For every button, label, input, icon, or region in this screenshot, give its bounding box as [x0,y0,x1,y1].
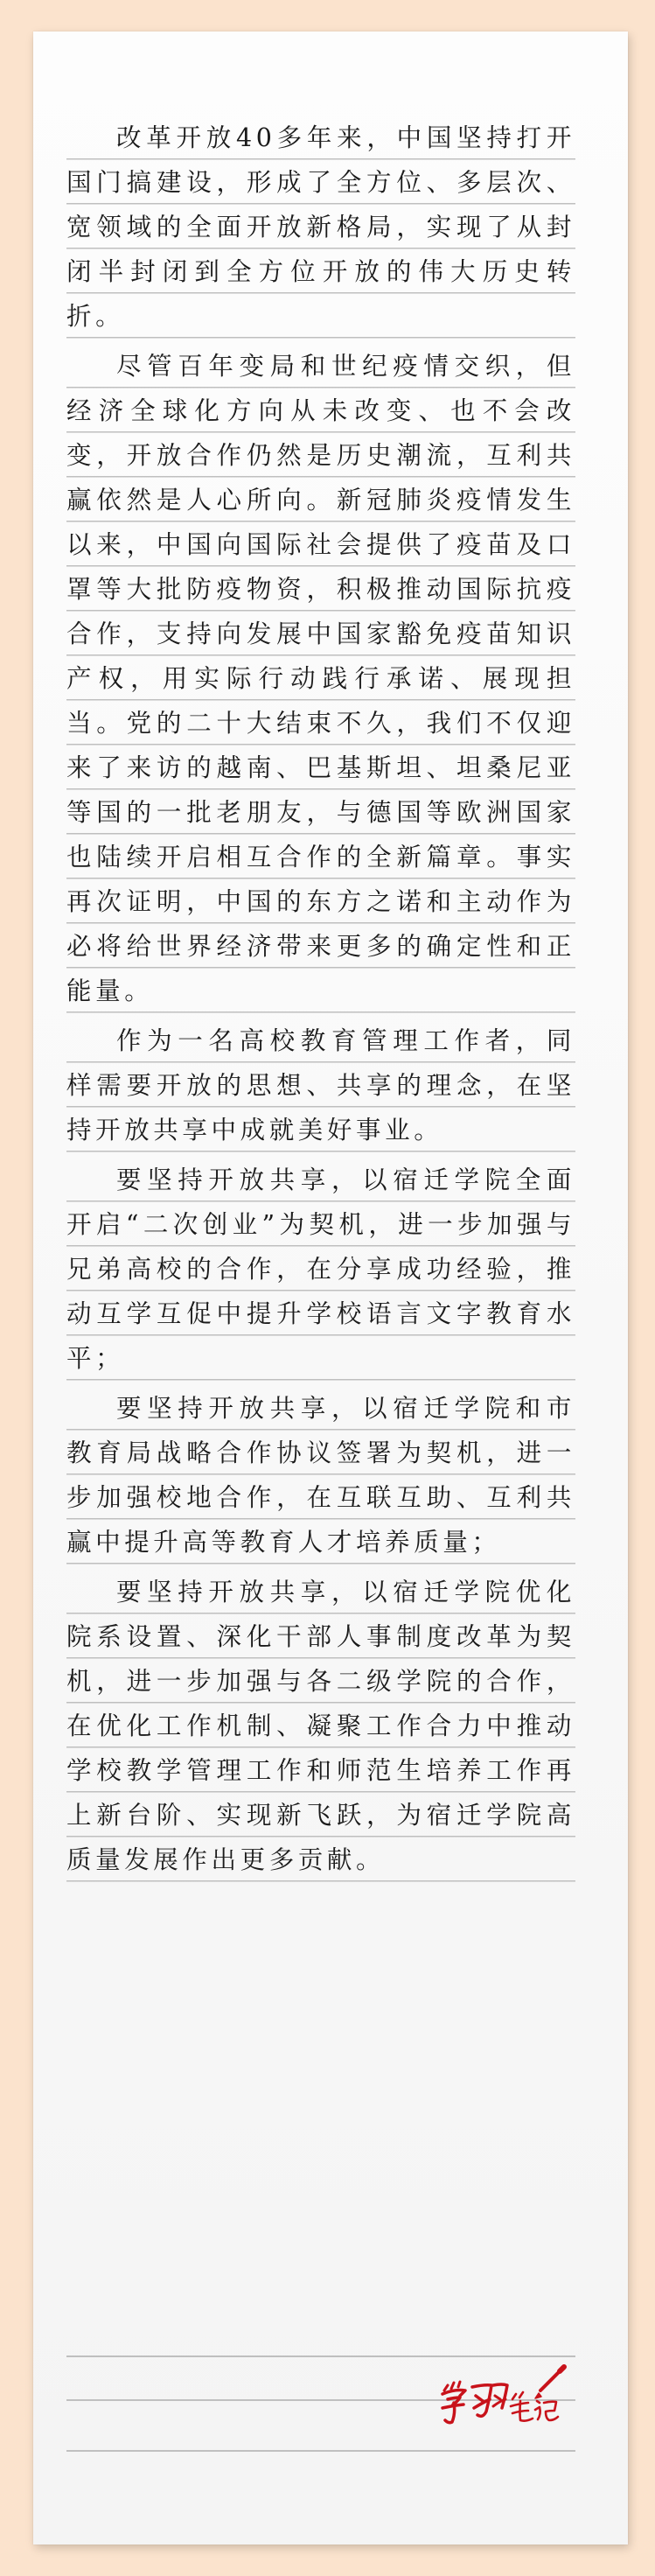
paragraph-2: 尽管百年变局和世纪疫情交织，但经济全球化方向从未改变、也不会改变，开放合作仍然是历史潮流，互利共赢依然是人心所向。新冠肺炎疫情发生以来，中国向国际社会提供了疫苗及口罩等大批防疫物资，积极推动国际抗疫合作，支持向发展中国家豁免疫苗知识产权，用实际行动践行承诺、展现担当。党的二十大结束不久，我们不仅迎来了来访的越南、巴基斯坦、坦桑尼亚等国的一批老朋友，与德国等欧洲国家也陆续开启相互合作的全新篇章。事实再次证明，中国的东方之诺和主动作为必将给世界经济带来更多的确定性和正能量。 [66,344,575,1013]
article-body [66,116,575,1882]
paragraph-4: 要坚持开放共享，以宿迁学院全面开启“二次创业”为契机，进一步加强与兄弟高校的合作，在分享成功经验，推动互学互促中提升学校语言文字教育水平； [66,1158,575,1381]
study-notes-logo [437,2364,568,2434]
paragraph-5: 要坚持开放共享，以宿迁学院和市教育局战略合作协议签署为契机，进一步加强校地合作，在互联互助、互利共赢中提升高等教育人才培养质量； [66,1386,575,1564]
paragraph-1: 改革开放40多年来，中国坚持打开国门搞建设，形成了全方位、多层次、宽领域的全面开放新格局，实现了从封闭半封闭到全方位开放的伟大历史转折。 [66,116,575,339]
paragraph-6: 要坚持开放共享，以宿迁学院优化院系设置、深化干部人事制度改革为契机，进一步加强与各二级学院的合作，在优化工作机制、凝聚工作合力中推动学校教学管理工作和师范生培养工作再上新台阶、实现新飞跃，为宿迁学院高质量发展作出更多贡献。 [66,1570,575,1882]
footer-ruled-area [66,2356,575,2460]
divider-line [66,2450,575,2452]
divider-line [66,2356,575,2357]
paragraph-3: 作为一名高校教育管理工作者，同样需要开放的思想、共享的理念，在坚持开放共享中成就美好事业。 [66,1018,575,1152]
